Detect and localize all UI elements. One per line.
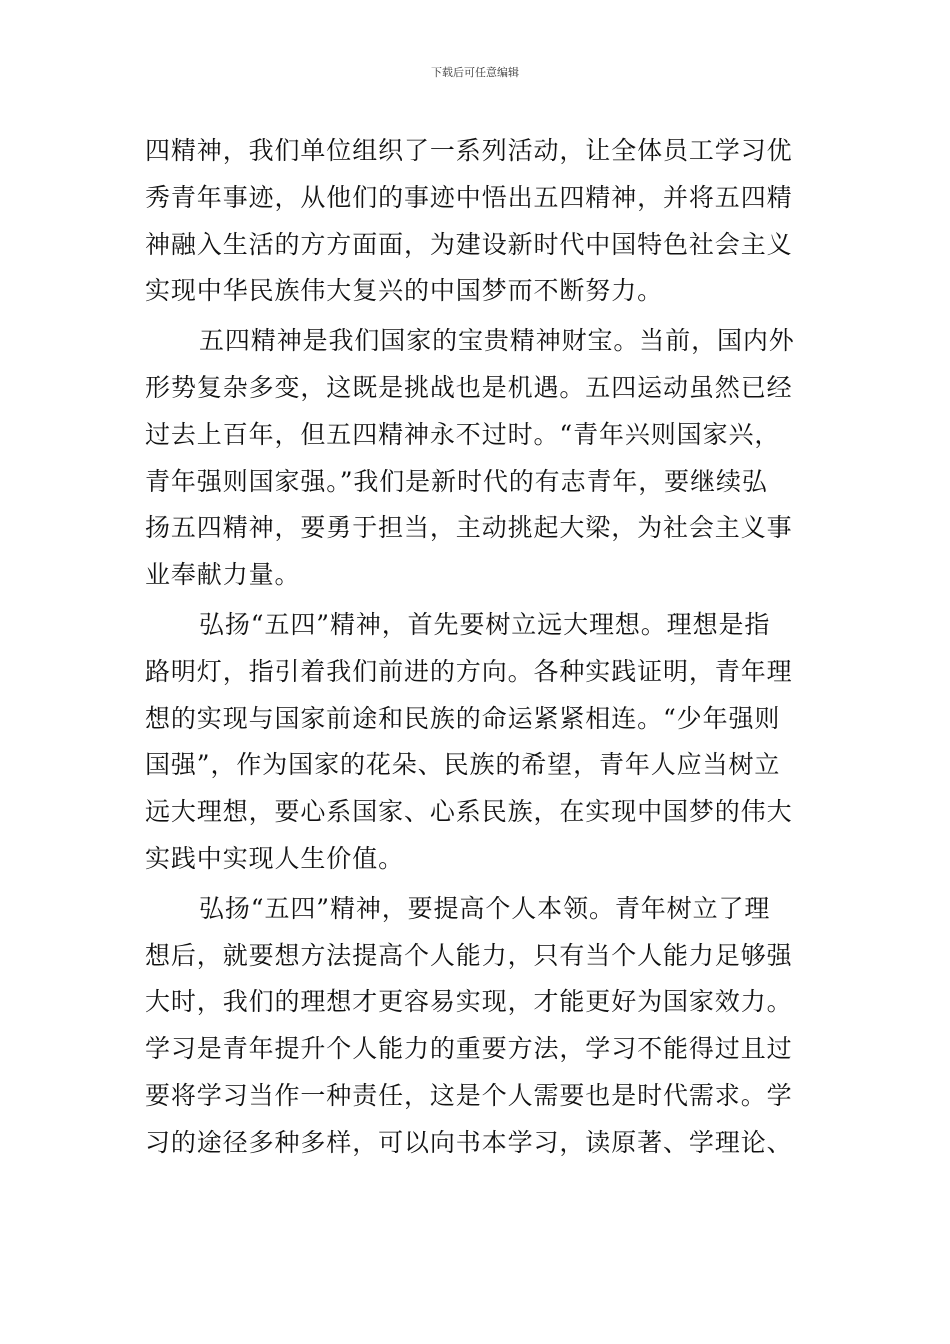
paragraph-2-line-1: 五四精神是我们国家的宝贵精神财宝。当前，国内外 [199,326,795,356]
paragraph-3-line-6: 实践中实现人生价值。 [145,843,405,873]
paragraph-2-line-4: 青年强则国家强。”我们是新时代的有志青年，要继续弘 [145,466,768,496]
paragraph-3-line-2: 路明灯，指引着我们前进的方向。各种实践证明，青年理 [145,656,793,686]
paragraph-3-line-5: 远大理想，要心系国家、心系民族，在实现中国梦的伟大 [145,797,793,827]
paragraph-3-line-1: 弘扬“五四”精神，首先要树立远大理想。理想是指 [199,609,771,639]
page-header: 下载后可任意编辑 [431,66,519,79]
paragraph-2-line-5: 扬五四精神，要勇于担当，主动挑起大梁，为社会主义事 [145,513,793,543]
paragraph-2-line-2: 形势复杂多变，这既是挑战也是机遇。五四运动虽然已经 [145,372,793,402]
document-body [145,128,810,1167]
paragraph-2-line-3: 过去上百年，但五四精神永不过时。“青年兴则国家兴， [145,419,781,449]
paragraph-1-line-4: 实现中华民族伟大复兴的中国梦而不断努力。 [145,276,664,306]
paragraph-4-line-1: 弘扬“五四”精神，要提高个人本领。青年树立了理 [199,893,771,923]
paragraph-4-line-3: 大时，我们的理想才更容易实现，才能更好为国家效力。 [145,987,793,1017]
paragraph-4-line-5: 要将学习当作一种责任，这是个人需要也是时代需求。学 [145,1080,793,1110]
paragraph-1-line-1: 四精神，我们单位组织了一系列活动，让全体员工学习优 [145,136,793,165]
paragraph-4-line-2: 想后，就要想方法提高个人能力，只有当个人能力足够强 [145,940,793,970]
paragraph-4-line-4: 学习是青年提升个人能力的重要方法，学习不能得过且过 [145,1034,793,1064]
paragraph-4-line-6: 习的途径多种多样，可以向书本学习，读原著、学理论、 [145,1127,793,1157]
paragraph-2-line-6: 业奉献力量。 [145,560,301,590]
paragraph-3-line-4: 国强”，作为国家的花朵、民族的希望，青年人应当树立 [145,750,781,780]
paragraph-1-line-3: 神融入生活的方方面面，为建设新时代中国特色社会主义 [145,229,793,259]
paragraph-1-line-2: 秀青年事迹，从他们的事迹中悟出五四精神，并将五四精 [145,182,793,212]
paragraph-3-line-3: 想的实现与国家前途和民族的命运紧紧相连。“少年强则 [145,703,781,733]
